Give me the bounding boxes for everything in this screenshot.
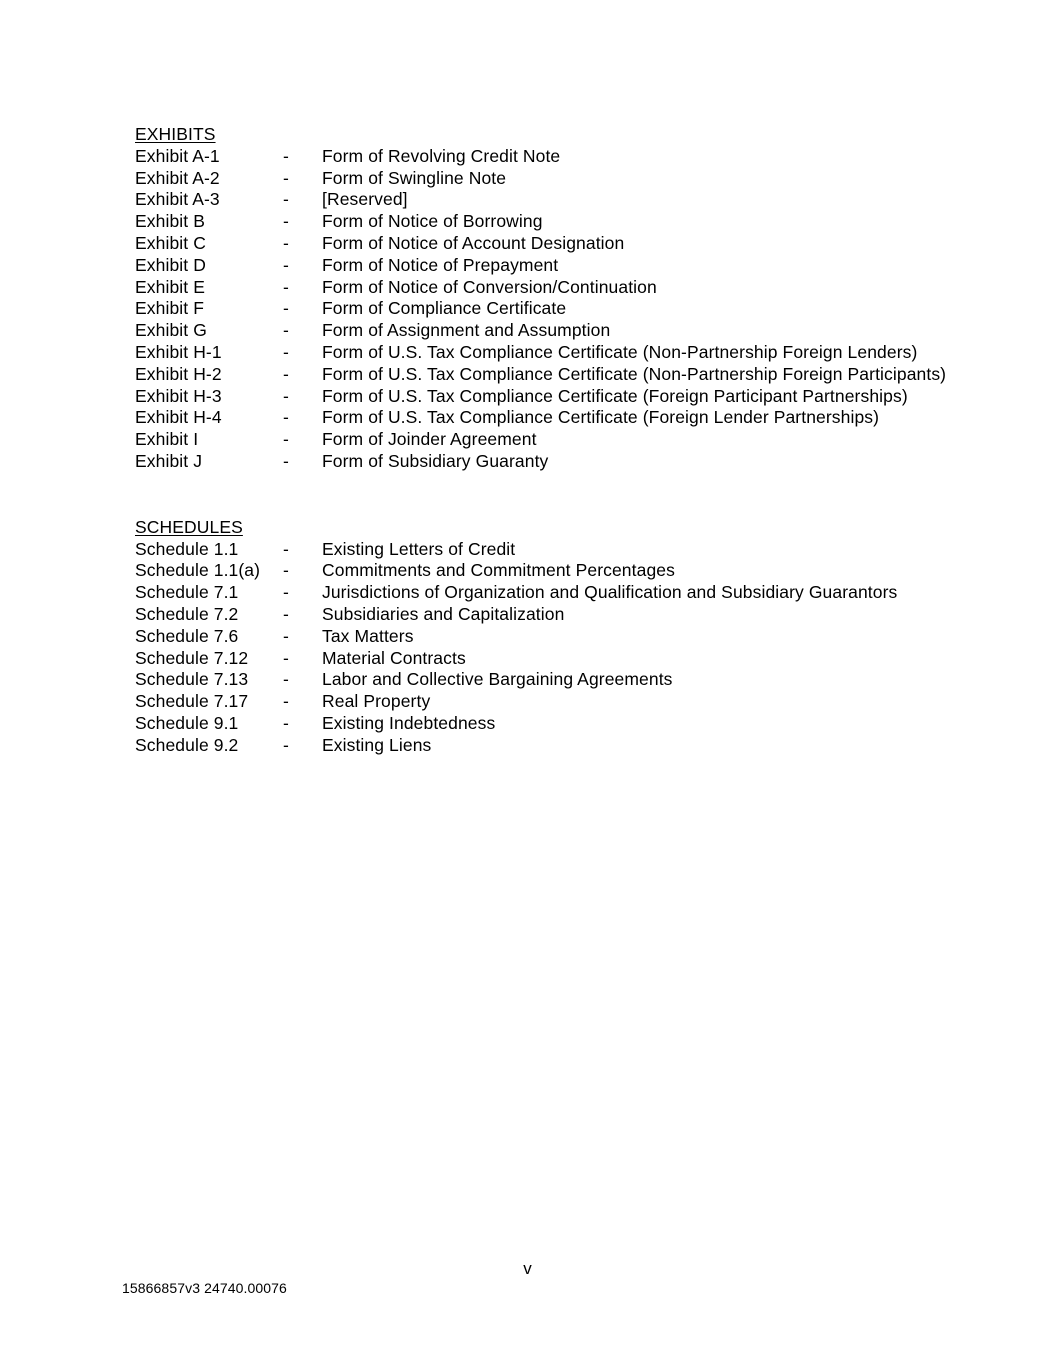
exhibit-description: Form of Swingline Note bbox=[322, 167, 507, 188]
schedule-label: Schedule 7.6 bbox=[135, 625, 239, 646]
schedule-description: Existing Letters of Credit bbox=[322, 538, 516, 559]
schedule-separator: - bbox=[283, 625, 289, 646]
exhibit-separator: - bbox=[283, 429, 289, 450]
exhibit-description: Form of U.S. Tax Compliance Certificate (Non-Partnership Foreign Lenders) bbox=[322, 341, 918, 362]
page-number: v bbox=[523, 1259, 532, 1278]
exhibit-label: Exhibit A-3 bbox=[135, 189, 220, 210]
exhibit-row bbox=[135, 407, 975, 429]
schedule-row bbox=[135, 604, 975, 626]
schedule-separator: - bbox=[283, 647, 289, 668]
schedules-list bbox=[135, 539, 975, 757]
exhibit-label: Exhibit C bbox=[135, 232, 206, 253]
schedule-row bbox=[135, 735, 975, 757]
exhibit-label: Exhibit H-3 bbox=[135, 385, 222, 406]
exhibit-description: [Reserved] bbox=[322, 189, 408, 210]
exhibit-description: Form of Compliance Certificate bbox=[322, 298, 567, 319]
exhibit-row bbox=[135, 146, 975, 168]
exhibit-description: Form of Notice of Conversion/Continuation bbox=[322, 276, 657, 297]
exhibit-label: Exhibit J bbox=[135, 450, 203, 471]
exhibit-label: Exhibit D bbox=[135, 254, 206, 275]
exhibit-description: Form of Revolving Credit Note bbox=[322, 145, 561, 166]
exhibit-separator: - bbox=[283, 254, 289, 275]
schedule-row bbox=[135, 648, 975, 670]
schedule-description: Real Property bbox=[322, 691, 431, 712]
schedule-separator: - bbox=[283, 560, 289, 581]
exhibit-row bbox=[135, 451, 975, 473]
schedule-label: Schedule 7.12 bbox=[135, 647, 249, 668]
page-content bbox=[135, 124, 975, 757]
exhibit-label: Exhibit H-1 bbox=[135, 341, 222, 362]
schedules-heading: SCHEDULES bbox=[135, 516, 243, 537]
schedule-separator: - bbox=[283, 712, 289, 733]
exhibit-label: Exhibit E bbox=[135, 276, 205, 297]
schedule-row bbox=[135, 691, 975, 713]
exhibit-description: Form of U.S. Tax Compliance Certificate (Foreign Participant Partnerships) bbox=[322, 385, 908, 406]
exhibit-separator: - bbox=[283, 167, 289, 188]
exhibit-row bbox=[135, 189, 975, 211]
exhibit-label: Exhibit H-4 bbox=[135, 407, 222, 428]
exhibit-separator: - bbox=[283, 385, 289, 406]
exhibit-row bbox=[135, 364, 975, 386]
exhibit-description: Form of Notice of Account Designation bbox=[322, 232, 625, 253]
exhibit-description: Form of Notice of Borrowing bbox=[322, 211, 543, 232]
schedule-label: Schedule 1.1 bbox=[135, 538, 239, 559]
exhibit-row bbox=[135, 429, 975, 451]
schedule-label: Schedule 9.2 bbox=[135, 734, 239, 755]
schedule-row bbox=[135, 626, 975, 648]
schedule-description: Commitments and Commitment Percentages bbox=[322, 560, 675, 581]
exhibit-row bbox=[135, 168, 975, 190]
exhibit-description: Form of Assignment and Assumption bbox=[322, 320, 611, 341]
exhibit-description: Form of Joinder Agreement bbox=[322, 429, 537, 450]
exhibit-label: Exhibit H-2 bbox=[135, 363, 222, 384]
exhibit-row bbox=[135, 298, 975, 320]
schedules-section bbox=[135, 517, 975, 757]
schedule-row bbox=[135, 582, 975, 604]
schedule-description: Material Contracts bbox=[322, 647, 466, 668]
schedule-row bbox=[135, 669, 975, 691]
exhibit-separator: - bbox=[283, 298, 289, 319]
exhibit-label: Exhibit A-2 bbox=[135, 167, 220, 188]
exhibit-separator: - bbox=[283, 276, 289, 297]
exhibit-label: Exhibit A-1 bbox=[135, 145, 220, 166]
schedule-label: Schedule 7.13 bbox=[135, 669, 249, 690]
exhibit-label: Exhibit I bbox=[135, 429, 199, 450]
exhibit-row bbox=[135, 277, 975, 299]
exhibit-label: Exhibit F bbox=[135, 298, 204, 319]
exhibit-separator: - bbox=[283, 320, 289, 341]
exhibit-separator: - bbox=[283, 341, 289, 362]
exhibit-separator: - bbox=[283, 211, 289, 232]
schedule-separator: - bbox=[283, 582, 289, 603]
exhibit-description: Form of U.S. Tax Compliance Certificate (Foreign Lender Partnerships) bbox=[322, 407, 880, 428]
schedule-row bbox=[135, 713, 975, 735]
schedule-label: Schedule 1.1(a) bbox=[135, 560, 261, 581]
schedule-description: Tax Matters bbox=[322, 625, 414, 646]
exhibit-separator: - bbox=[283, 145, 289, 166]
exhibit-description: Form of U.S. Tax Compliance Certificate (Non-Partnership Foreign Participants) bbox=[322, 363, 947, 384]
exhibit-row bbox=[135, 233, 975, 255]
exhibit-label: Exhibit G bbox=[135, 320, 207, 341]
exhibit-row bbox=[135, 342, 975, 364]
exhibit-separator: - bbox=[283, 363, 289, 384]
exhibit-row bbox=[135, 211, 975, 233]
schedule-separator: - bbox=[283, 603, 289, 624]
schedule-description: Existing Liens bbox=[322, 734, 432, 755]
exhibit-label: Exhibit B bbox=[135, 211, 205, 232]
schedule-separator: - bbox=[283, 669, 289, 690]
exhibit-row bbox=[135, 320, 975, 342]
schedule-separator: - bbox=[283, 691, 289, 712]
exhibit-description: Form of Subsidiary Guaranty bbox=[322, 450, 549, 471]
exhibits-heading: EXHIBITS bbox=[135, 124, 216, 144]
schedule-row bbox=[135, 560, 975, 582]
exhibit-description: Form of Notice of Prepayment bbox=[322, 254, 559, 275]
schedule-description: Labor and Collective Bargaining Agreements bbox=[322, 669, 673, 690]
schedule-description: Subsidiaries and Capitalization bbox=[322, 603, 565, 624]
exhibit-separator: - bbox=[283, 232, 289, 253]
exhibit-separator: - bbox=[283, 189, 289, 210]
schedule-description: Existing Indebtedness bbox=[322, 712, 496, 733]
schedule-label: Schedule 7.17 bbox=[135, 691, 249, 712]
schedule-description: Jurisdictions of Organization and Qualification and Subsidiary Guarantors bbox=[322, 582, 898, 603]
schedule-label: Schedule 7.2 bbox=[135, 603, 239, 624]
schedule-row bbox=[135, 539, 975, 561]
exhibit-row bbox=[135, 386, 975, 408]
document-control-number: 15866857v3 24740.00076 bbox=[122, 1280, 287, 1296]
schedule-label: Schedule 9.1 bbox=[135, 712, 239, 733]
exhibits-list bbox=[135, 146, 975, 473]
exhibits-section bbox=[135, 124, 975, 473]
schedule-separator: - bbox=[283, 734, 289, 755]
exhibit-separator: - bbox=[283, 407, 289, 428]
exhibit-separator: - bbox=[283, 450, 289, 471]
schedule-label: Schedule 7.1 bbox=[135, 582, 239, 603]
schedule-separator: - bbox=[283, 538, 289, 559]
exhibit-row bbox=[135, 255, 975, 277]
